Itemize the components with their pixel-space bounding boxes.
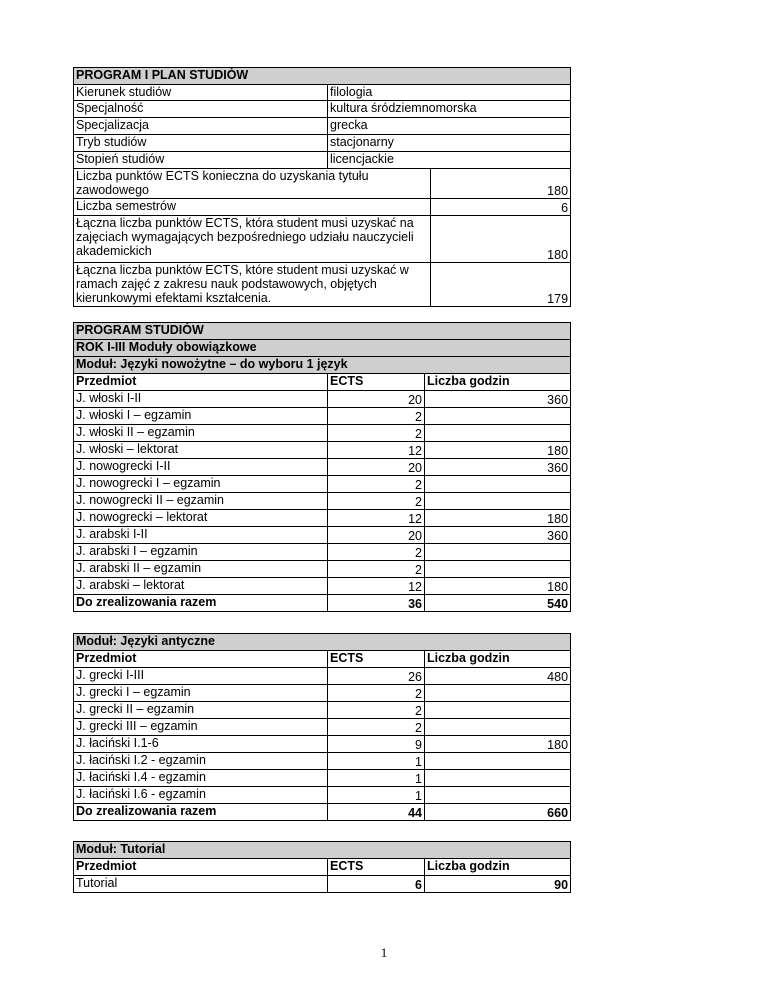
- table-row: [74, 770, 571, 787]
- col-ects-header: ECTS: [328, 859, 425, 876]
- ects-cell: 2: [328, 408, 425, 425]
- ects-cell: 12: [328, 442, 425, 459]
- hours-cell: 180: [425, 510, 571, 527]
- ects-cell: 12: [328, 510, 425, 527]
- ects-cell: 1: [328, 753, 425, 770]
- ects-cell: 2: [328, 544, 425, 561]
- subject-cell: J. włoski II – egzamin: [74, 425, 328, 442]
- ects-cell: 2: [328, 425, 425, 442]
- table-row: [74, 493, 571, 510]
- plan-label: Specjalność: [74, 101, 328, 118]
- module-heading: Moduł: Języki nowożytne – do wyboru 1 język: [74, 357, 571, 374]
- ects-cell: 20: [328, 391, 425, 408]
- subject-cell: J. nowogrecki I-II: [74, 459, 328, 476]
- subject-cell: Tutorial: [74, 876, 328, 893]
- col-ects-header: ECTS: [328, 651, 425, 668]
- module-heading: Moduł: Języki antyczne: [74, 634, 571, 651]
- subject-cell: J. grecki II – egzamin: [74, 702, 328, 719]
- hours-cell: [425, 719, 571, 736]
- hours-cell: [425, 685, 571, 702]
- hours-cell: [425, 561, 571, 578]
- program-table-module2: [73, 633, 571, 821]
- subject-cell: J. nowogrecki – lektorat: [74, 510, 328, 527]
- ects-cell: 12: [328, 578, 425, 595]
- table-row: [74, 459, 571, 476]
- table-row: [74, 544, 571, 561]
- col-subject-header: Przedmiot: [74, 859, 328, 876]
- table-row: [74, 408, 571, 425]
- total-hours: 540: [425, 595, 571, 612]
- hours-cell: [425, 702, 571, 719]
- subject-cell: J. nowogrecki I – egzamin: [74, 476, 328, 493]
- subject-cell: J. łaciński I.6 - egzamin: [74, 787, 328, 804]
- ects-cell: 2: [328, 493, 425, 510]
- table-row: [74, 668, 571, 685]
- table-row: [74, 702, 571, 719]
- table-row: [74, 753, 571, 770]
- ects-label: Łączna liczba punktów ECTS, która student musi uzyskać na zajęciach wymagających bezpośredniego udziału nauczycieli akademickich: [74, 216, 431, 263]
- total-label: Do zrealizowania razem: [74, 804, 328, 821]
- col-hours-header: Liczba godzin: [425, 651, 571, 668]
- ects-cell: 20: [328, 527, 425, 544]
- hours-cell: [425, 493, 571, 510]
- plan-table: [73, 67, 571, 307]
- subject-cell: J. arabski II – egzamin: [74, 561, 328, 578]
- table-row: [74, 685, 571, 702]
- plan-value: stacjonarny: [328, 135, 571, 152]
- table-row: [74, 527, 571, 544]
- hours-cell: 180: [425, 442, 571, 459]
- subject-cell: J. włoski – lektorat: [74, 442, 328, 459]
- plan-label: Kierunek studiów: [74, 85, 328, 101]
- ects-value: 6: [431, 199, 571, 216]
- plan-label: Tryb studiów: [74, 135, 328, 152]
- hours-cell: [425, 425, 571, 442]
- ects-label: Łączna liczba punktów ECTS, które student musi uzyskać w ramach zajęć z zakresu nauk podstawowych, objętych kierunkowymi efektami kształcenia.: [74, 263, 431, 307]
- ects-cell: 2: [328, 702, 425, 719]
- subject-cell: J. nowogrecki II – egzamin: [74, 493, 328, 510]
- plan-value: kultura śródziemnomorska: [328, 101, 571, 118]
- total-hours: 660: [425, 804, 571, 821]
- total-ects: 44: [328, 804, 425, 821]
- subject-cell: J. grecki I-III: [74, 668, 328, 685]
- hours-cell: [425, 476, 571, 493]
- ects-value: 180: [431, 169, 571, 199]
- page-number: 1: [380, 945, 388, 960]
- table-row: [74, 442, 571, 459]
- subject-cell: J. arabski I-II: [74, 527, 328, 544]
- col-ects-header: ECTS: [328, 374, 425, 391]
- subject-cell: J. włoski I-II: [74, 391, 328, 408]
- year-heading: ROK I-III Moduły obowiązkowe: [74, 340, 571, 357]
- ects-cell: 6: [328, 876, 425, 893]
- subject-cell: J. łaciński I.2 - egzamin: [74, 753, 328, 770]
- plan-value: filologia: [328, 85, 571, 101]
- ects-label: Liczba semestrów: [74, 199, 431, 216]
- hours-cell: [425, 770, 571, 787]
- ects-cell: 1: [328, 770, 425, 787]
- module-heading: Moduł: Tutorial: [74, 842, 571, 859]
- plan-value: grecka: [328, 118, 571, 135]
- table-row: [74, 425, 571, 442]
- program-table-module1: [73, 322, 571, 612]
- hours-cell: 480: [425, 668, 571, 685]
- table-row: [74, 510, 571, 527]
- hours-cell: [425, 544, 571, 561]
- subject-cell: J. grecki I – egzamin: [74, 685, 328, 702]
- table-row: [74, 476, 571, 493]
- hours-cell: [425, 787, 571, 804]
- table-row: [74, 578, 571, 595]
- ects-cell: 26: [328, 668, 425, 685]
- hours-cell: 360: [425, 391, 571, 408]
- subject-cell: J. łaciński I.4 - egzamin: [74, 770, 328, 787]
- ects-cell: 2: [328, 561, 425, 578]
- program-title: PROGRAM STUDIÓW: [74, 323, 571, 340]
- plan-label: Stopień studiów: [74, 152, 328, 169]
- table-row: [74, 561, 571, 578]
- ects-label: Liczba punktów ECTS konieczna do uzyskania tytułu zawodowego: [74, 169, 431, 199]
- ects-cell: 2: [328, 719, 425, 736]
- total-label: Do zrealizowania razem: [74, 595, 328, 612]
- ects-cell: 9: [328, 736, 425, 753]
- plan-title: PROGRAM I PLAN STUDIÓW: [74, 68, 571, 85]
- hours-cell: 360: [425, 527, 571, 544]
- table-row: [74, 391, 571, 408]
- plan-value: licencjackie: [328, 152, 571, 169]
- ects-value: 180: [431, 216, 571, 263]
- col-hours-header: Liczba godzin: [425, 374, 571, 391]
- total-ects: 36: [328, 595, 425, 612]
- hours-cell: [425, 753, 571, 770]
- hours-cell: 180: [425, 578, 571, 595]
- hours-cell: [425, 408, 571, 425]
- ects-value: 179: [431, 263, 571, 307]
- subject-cell: J. łaciński I.1-6: [74, 736, 328, 753]
- col-hours-header: Liczba godzin: [425, 859, 571, 876]
- table-row: [74, 736, 571, 753]
- ects-cell: 20: [328, 459, 425, 476]
- ects-cell: 1: [328, 787, 425, 804]
- subject-cell: J. grecki III – egzamin: [74, 719, 328, 736]
- subject-cell: J. arabski I – egzamin: [74, 544, 328, 561]
- table-row: [74, 719, 571, 736]
- col-subject-header: Przedmiot: [74, 374, 328, 391]
- hours-cell: 360: [425, 459, 571, 476]
- ects-cell: 2: [328, 685, 425, 702]
- table-row: [74, 787, 571, 804]
- hours-cell: 90: [425, 876, 571, 893]
- program-table-module3: [73, 841, 571, 893]
- subject-cell: J. włoski I – egzamin: [74, 408, 328, 425]
- subject-cell: J. arabski – lektorat: [74, 578, 328, 595]
- ects-cell: 2: [328, 476, 425, 493]
- col-subject-header: Przedmiot: [74, 651, 328, 668]
- plan-label: Specjalizacja: [74, 118, 328, 135]
- hours-cell: 180: [425, 736, 571, 753]
